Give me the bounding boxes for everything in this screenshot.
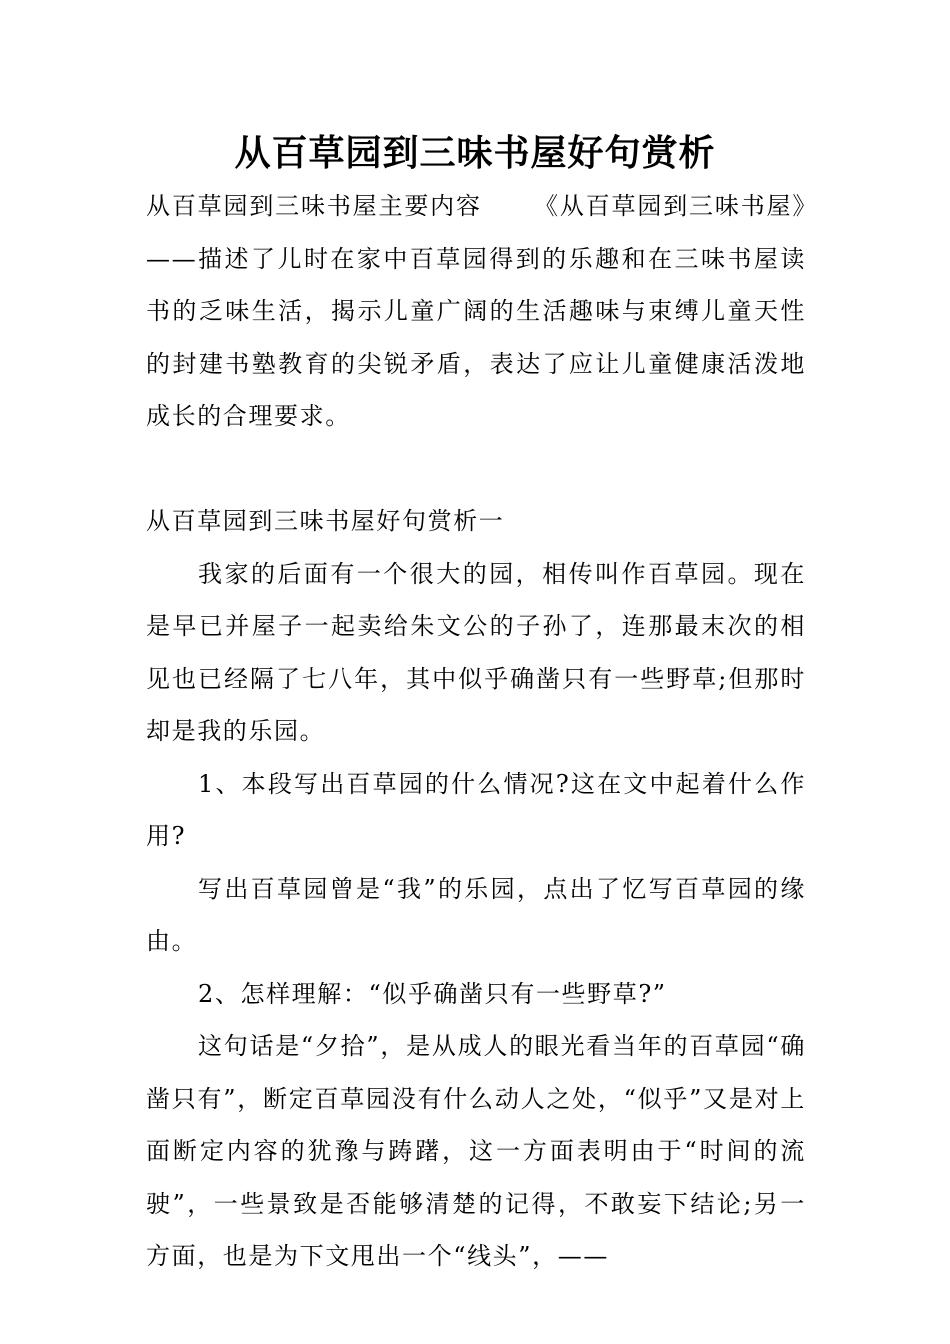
question-2: 2、怎样理解：“似乎确凿只有一些野草?”: [198, 979, 667, 1008]
page-title: 从百草园到三味书屋好句赏析: [234, 132, 716, 174]
answer-2: 这句话是“夕拾”，是从成人的眼光看当年的百草园“确凿只有”，断定百草园没有什么动人之处，“似乎”又是对上面断定内容的犹豫与踌躇，这一方面表明由于“时间的流驶”，一些景致是否能够清楚的记得，不敢妄下结论;另一方面，也是为下文甩出一个“线头”，——: [146, 1032, 806, 1270]
paragraph-garden: 我家的后面有一个很大的园，相传叫作百草园。现在是早已并屋子一起卖给朱文公的子孙了，连那最末次的相见也已经隔了七八年，其中似乎确凿只有一些野草;但那时却是我的乐园。: [146, 559, 806, 745]
document-body: [146, 180, 806, 1283]
intro-text: 《从百草园到三味书屋》——描述了儿时在家中百草园得到的乐趣和在三味书屋读书的乏味生活，揭示儿童广阔的生活趣味与束缚儿童天性的封建书塾教育的尖锐矛盾，表达了应让儿童健康活泼地成长的合理要求。: [146, 192, 806, 430]
question-1: 1、本段写出百草园的什么情况?这在文中起着什么作用?: [146, 769, 806, 850]
blank-line: [146, 443, 806, 496]
section-heading: 从百草园到三味书屋好句赏析一: [146, 507, 505, 535]
intro-heading: 从百草园到三味书屋主要内容: [146, 192, 482, 220]
intro-paragraph: [146, 180, 806, 443]
answer-1: 写出百草园曾是“我”的乐园，点出了忆写百草园的缘由。: [146, 874, 806, 955]
